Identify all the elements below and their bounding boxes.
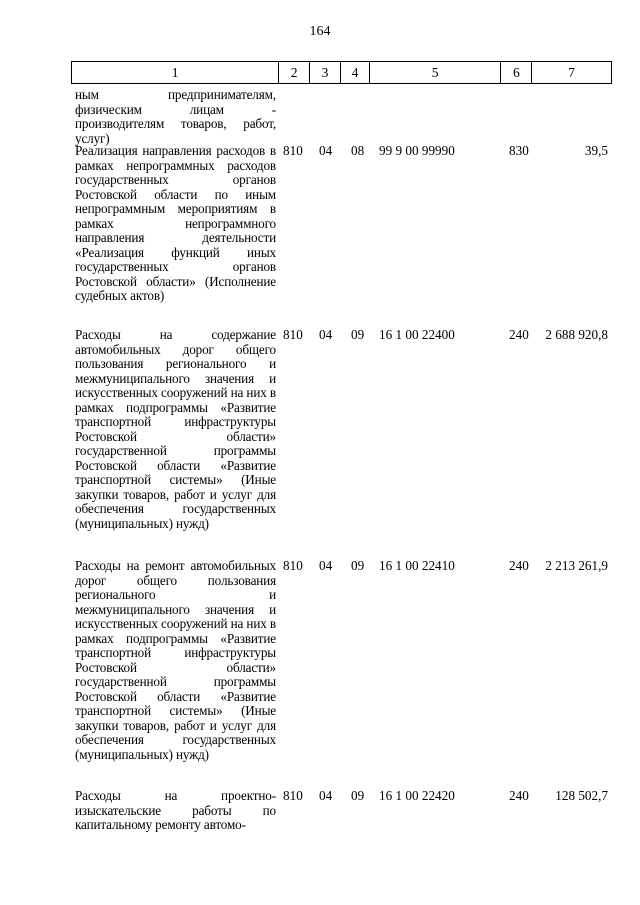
row-col-5: 16 1 00 22420: [379, 788, 455, 803]
row-col-7: 128 502,7: [555, 788, 608, 803]
header-col-1: 1: [171, 65, 179, 80]
header-col-6: 6: [500, 62, 531, 83]
row-col-3: 04: [319, 143, 333, 158]
row-description: Расходы на проектно-изыскательские работы по капитальному ремонту автомо-: [75, 788, 276, 832]
row-col-6: 240: [509, 327, 529, 342]
row-col-5: 99 9 00 99990: [379, 143, 455, 158]
row-description: Расходы на содержание автомобильных дорог общего пользования регионального и межмуниципального значения и искусственных сооружений на них в рамках подпрограммы «Развитие транспортной инфраструктуры Ростовской области» государственной программы Ростовской области «Развитие транспортной системы» (Иные закупки товаров, работ и услуг для обеспечения государственных (муниципальных) нужд): [75, 327, 276, 531]
header-col-4: 4: [340, 62, 369, 83]
row-col-6: 830: [509, 143, 529, 158]
row-description: Реализация направления расходов в рамках непрограммных расходов государственных органов Ростовской области по иным непрограммным мероприятиям в рамках непрограммного направления деятельности «Реализация функций иных государственных органов Ростовской области» (Исполнение судебных актов): [75, 143, 276, 303]
header-col-3: 3: [309, 62, 340, 83]
table-header: [71, 61, 612, 84]
row-col-4: 09: [351, 788, 365, 803]
row-col-2: 810: [283, 788, 303, 803]
row-col-6: 240: [509, 788, 529, 803]
header-col-2: 2: [278, 62, 309, 83]
row-col-5: 16 1 00 22410: [379, 558, 455, 573]
row-col-2: 810: [283, 327, 303, 342]
header-col-7: 7: [531, 62, 611, 83]
row-col-4: 08: [351, 143, 365, 158]
row-col-7: 39,5: [584, 143, 608, 158]
row-col-6: 240: [509, 558, 529, 573]
row-col-2: 810: [283, 143, 303, 158]
row-description: Расходы на ремонт автомобильных дорог общего пользования регионального и межмуниципального значения и искусственных сооружений на них в рамках подпрограммы «Развитие транспортной инфраструктуры Ростовской области» государственной программы Ростовской области «Развитие транспортной системы» (Иные закупки товаров, работ и услуг для обеспечения государственных (муниципальных) нужд): [75, 558, 276, 762]
row-col-7: 2 688 920,8: [545, 327, 608, 342]
row-col-5: 16 1 00 22400: [379, 327, 455, 342]
row-col-4: 09: [351, 558, 365, 573]
row-col-7: 2 213 261,9: [545, 558, 608, 573]
page-number: 164: [309, 24, 331, 39]
row-col-3: 04: [319, 788, 333, 803]
header-col-5: 5: [369, 62, 501, 83]
row-description: ным предпринимателям, физическим лицам - производителям товаров, работ, услуг): [75, 87, 276, 146]
row-col-2: 810: [283, 558, 303, 573]
row-col-3: 04: [319, 327, 333, 342]
row-col-4: 09: [351, 327, 365, 342]
row-col-3: 04: [319, 558, 333, 573]
